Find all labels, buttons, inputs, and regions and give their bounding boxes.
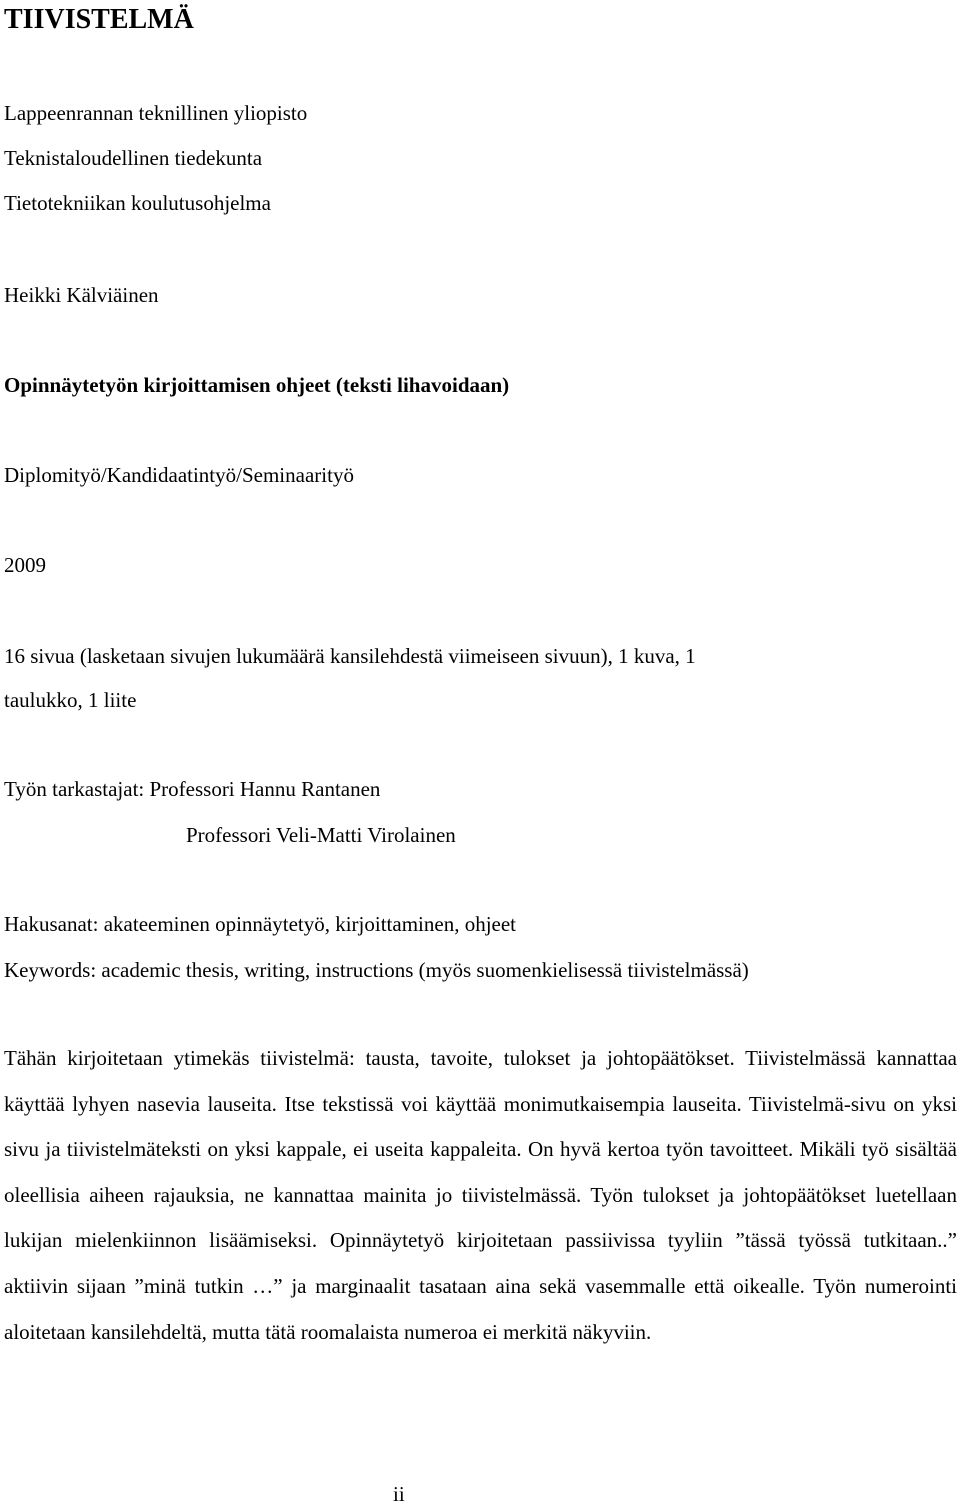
abstract-paragraph: Tähän kirjoitetaan ytimekäs tiivistelmä: tausta, tavoite, tulokset ja johtopäätökset. Tiivistelmässä kannattaa käyttää lyhyen nasevia lauseita. Itse tekstissä voi käyttää monimutkaisempia lauseita. Tiivistelmä-sivu on yksi sivu ja tiivistelmäteksti on yksi kappale, ei useita kappaleita. On hyvä kertoa työn tavoitteet. Mikäli työ sisältää oleellisia aiheen rajauksia, ne kannattaa mainita jo tiivistelmässä. Työn tulokset ja johtopäätökset luetellaan lukijan mielenkiinnon lisäämiseksi. Opinnäytetyö kirjoitetaan passiivissa tyyliin ”tässä työssä tutkitaan..” aktiivin sijaan ”minä tutkin …” ja marginaalit tasataan aina sekä vasemmalle että oikealle. Työn numerointi aloitetaan kansilehdeltä, mutta tätä roomalaista numeroa ei merkitä näkyviin.	[4, 1046, 957, 1344]
page-number: ii	[393, 1482, 405, 1506]
keywords-finnish: Hakusanat: akateeminen opinnäytetyö, kirjoittaminen, ohjeet	[4, 912, 517, 936]
year: 2009	[4, 553, 46, 577]
examiners-line-2: Professori Veli-Matti Virolainen	[186, 823, 456, 847]
examiners-line-1: Työn tarkastajat: Professori Hannu Rantanen	[4, 777, 381, 801]
page-title: TIIVISTELMÄ	[4, 4, 194, 35]
author-name: Heikki Kälviäinen	[4, 283, 159, 307]
programme-name: Tietotekniikan koulutusohjelma	[4, 191, 271, 215]
pages-info-line-2: taulukko, 1 liite	[4, 688, 137, 712]
faculty-name: Teknistaloudellinen tiedekunta	[4, 146, 263, 170]
thesis-title: Opinnäytetyön kirjoittamisen ohjeet (teksti lihavoidaan)	[4, 373, 510, 397]
pages-info-line-1: 16 sivua (lasketaan sivujen lukumäärä kansilehdestä viimeiseen sivuun), 1 kuva, 1	[4, 644, 696, 668]
thesis-type: Diplomityö/Kandidaatintyö/Seminaarityö	[4, 463, 354, 487]
university-name: Lappeenrannan teknillinen yliopisto	[4, 101, 308, 125]
keywords-english: Keywords: academic thesis, writing, instructions (myös suomenkielisessä tiivistelmässä)	[4, 958, 749, 982]
